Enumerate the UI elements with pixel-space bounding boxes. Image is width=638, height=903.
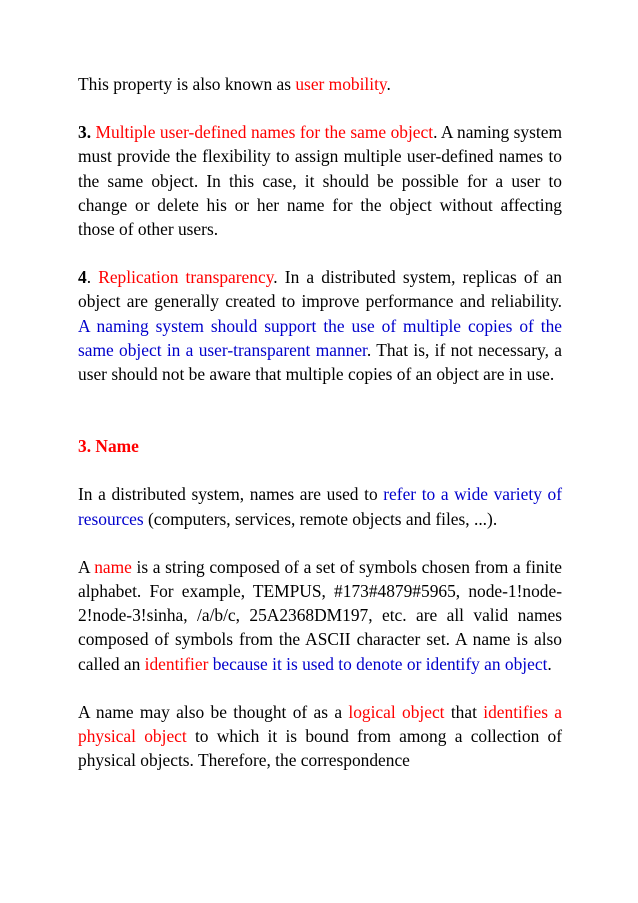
spacer [78, 458, 562, 482]
highlight-resources: refer to a wide variety of resources [78, 484, 562, 529]
text: that [444, 701, 484, 722]
section-heading: 3. Name [78, 436, 139, 457]
text: A [78, 556, 95, 577]
highlight-user-mobility: user mobility [295, 74, 387, 94]
text: . In a distributed system, replicas of an object are generally created to improve performance and reliability. [78, 267, 562, 312]
item-number: 3. [78, 122, 92, 143]
paragraph-names-intro [78, 482, 562, 530]
paragraph-user-mobility [78, 72, 562, 96]
text: is a string composed of a set of symbols chosen from a finite alphabet. For example, TEMPUS, #173#4879#5965, node-1!node-2!node-3!sinha, /a/b/c, 25A2368DM197, etc. are all valid names composed of symbols from the ASCII character set. A name is also called an [78, 556, 562, 674]
text: (computers, services, remote objects and files, ...). [143, 508, 498, 529]
spacer [78, 241, 562, 265]
text: . [86, 267, 99, 288]
highlight-physical-object: identifies a physical object [78, 701, 563, 747]
highlight-logical-object: logical object [348, 701, 445, 722]
highlight-replication-transparency: Replication transparency [98, 267, 274, 288]
highlight-name: name [94, 556, 132, 577]
text: . That is, if not necessary, a user should not be aware that multiple copies of an object are in use. [78, 339, 562, 385]
spacer [78, 676, 562, 700]
spacer [78, 96, 562, 120]
spacer [78, 531, 562, 555]
text: to which it is bound from among a collection of physical objects. Therefore, the correspondence [78, 726, 563, 771]
spacer [78, 386, 562, 434]
text: . [547, 653, 552, 674]
text: In a distributed system, names are used to [78, 484, 384, 505]
highlight-naming-system-support: A naming system should support the use of multiple copies of the same object in a user-transparent manner [78, 315, 562, 360]
highlight-identifier: identifier [144, 653, 209, 674]
text: A name may also be thought of as a [78, 701, 349, 722]
paragraph-logical-object [78, 700, 562, 773]
paragraph-multiple-names [78, 120, 562, 241]
paragraph-name-definition [78, 555, 562, 676]
document-page [78, 72, 562, 772]
item-number: 4 [78, 267, 87, 288]
paragraph-replication-transparency [78, 265, 562, 386]
text: . [386, 74, 391, 94]
highlight-multiple-names: Multiple user-defined names for the same object [95, 122, 434, 143]
text: . A naming system must provide the flexibility to assign multiple user-defined names to the same object. In this case, it should be possible for a user to change or delete his or her name for the object without affecting those of other users. [78, 122, 562, 240]
highlight-identify-object: because it is used to denote or identify an object [212, 653, 548, 674]
text: This property is also known as [78, 74, 296, 94]
